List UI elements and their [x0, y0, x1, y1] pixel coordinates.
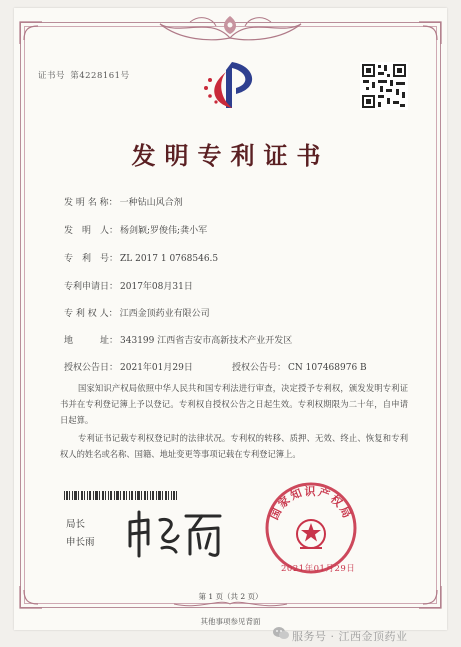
field-label: 地 址： — [64, 336, 119, 346]
field-application-date — [64, 279, 193, 292]
watermark-text: 服务号 · 江西金顶药业 — [292, 630, 408, 643]
field-value: 杨剑颖;罗俊伟;龚小军 — [120, 226, 208, 236]
director-name: 申长雨 — [66, 537, 95, 548]
field-grant-date — [64, 360, 193, 373]
field-grant-number — [232, 360, 367, 373]
qr-code-icon — [360, 62, 408, 110]
official-seal-icon — [256, 478, 366, 574]
certificate-legal-note: 专利证书记载专利权登记时的法律状况。专利权的转移、质押、无效、终止、恢复和专利权人的姓名或名称、国籍、地址变更等事项记载在专利登记簿上。 — [60, 433, 408, 459]
director-title: 局长 — [66, 519, 86, 530]
field-patentee — [64, 306, 210, 319]
field-patent-number — [64, 251, 218, 264]
page-number: 第 1 页（共 2 页） — [198, 592, 263, 601]
seal-date: 2021年01月29日 — [281, 564, 356, 574]
field-label: 发 明 人： — [64, 226, 119, 236]
certificate-statement: 国家知识产权局依照中华人民共和国专利法进行审查，决定授予专利权，颁发发明专利证书并在专利登记簿上予以登记。专利权自授权公告之日起生效。专利权期限为二十年，自申请日起算。 — [60, 383, 408, 425]
field-address — [64, 333, 292, 346]
corner-ornament-icon — [18, 20, 44, 46]
serial-label: 证书号 — [38, 71, 66, 81]
field-inventors — [64, 223, 207, 236]
director-signature-icon — [120, 508, 230, 558]
field-value: 343199 江西省吉安市高新技术产业开发区 — [120, 336, 293, 346]
field-invention-name — [64, 195, 183, 208]
svg-text:国家知识产权局: 国家知识产权局 — [267, 485, 355, 522]
field-value: 江西金顶药业有限公司 — [119, 309, 210, 319]
wechat-icon — [272, 626, 290, 640]
field-value: 一种钻山风合剂 — [119, 198, 183, 208]
field-label: 授权公告号： — [232, 363, 287, 373]
field-value: ZL 2017 1 0768546.5 — [120, 254, 219, 264]
certificate-title: 发明专利证书 — [131, 141, 330, 170]
field-label: 发 明 名 称： — [64, 198, 118, 208]
serial-number: 第4228161号 — [70, 71, 130, 81]
field-value: CN 107468976 B — [288, 363, 367, 373]
corner-ornament-icon — [417, 20, 443, 46]
cnipa-logo-icon — [196, 58, 262, 112]
certificate-serial — [38, 69, 132, 81]
field-label: 专利申请日： — [64, 282, 119, 292]
field-label: 专 利 权 人： — [64, 309, 118, 319]
field-label: 授权公告日： — [64, 363, 119, 373]
field-value: 2017年08月31日 — [120, 282, 193, 292]
field-label: 专 利 号： — [64, 254, 119, 264]
field-value: 2021年01月29日 — [120, 363, 193, 373]
top-ornament-icon — [150, 12, 311, 42]
footer-notice: 其他事项参见背面 — [200, 617, 261, 626]
barcode-icon — [64, 491, 178, 500]
